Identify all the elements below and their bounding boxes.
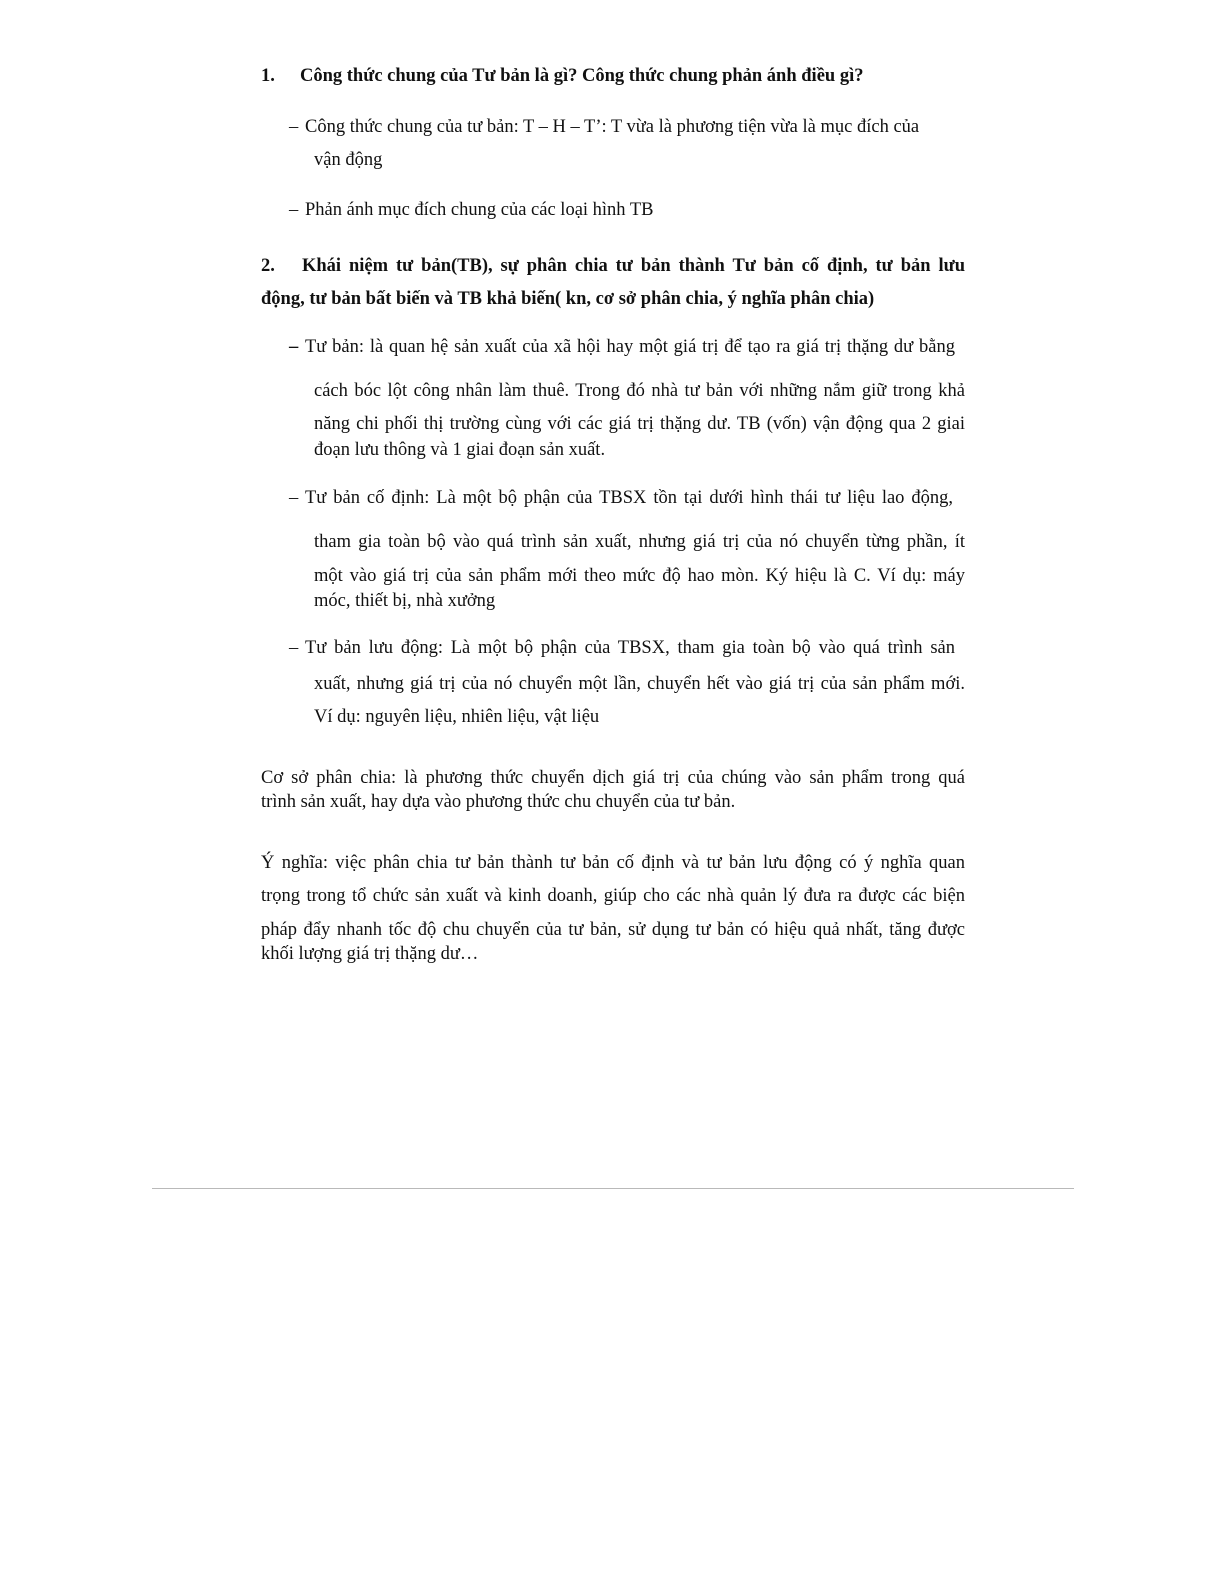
co-dinh-line1: Tư bản cố định: Là một bộ phận của TBSX tồn tại dưới hình thái tư liệu lao động, <box>305 488 953 508</box>
page-divider <box>152 1188 1074 1189</box>
co-dinh-line4: móc, thiết bị, nhà xưởng <box>314 591 496 611</box>
q1-bullet1-line1: Công thức chung của tư bản: T – H – T’: T vừa là phương tiện vừa là mục đích của <box>305 117 920 137</box>
bullet-dash: – <box>289 638 299 658</box>
y-nghia-line2: trọng trong tổ chức sản xuất và kinh doanh, giúp cho các nhà quản lý đưa ra được các biện <box>261 886 965 906</box>
y-nghia-line3: pháp đẩy nhanh tốc độ chu chuyển của tư bản, sử dụng tư bản có hiệu quả nhất, tăng được <box>261 920 965 940</box>
tu-ban-line1: Tư bản: là quan hệ sản xuất của xã hội hay một giá trị để tạo ra giá trị thặng dư bằng <box>305 337 955 357</box>
tu-ban-line3: năng chi phối thị trường cùng với các giá trị thặng dư. TB (vốn) vận động qua 2 giai <box>314 414 965 434</box>
q1-title: Công thức chung của Tư bản là gì? Công thức chung phản ánh điều gì? <box>300 66 864 86</box>
luu-dong-line1: Tư bản lưu động: Là một bộ phận của TBSX, tham gia toàn bộ vào quá trình sản <box>305 638 955 658</box>
y-nghia-line4: khối lượng giá trị thặng dư… <box>261 944 479 964</box>
q1-bullet1-line2: vận động <box>314 150 383 170</box>
co-so-line1: Cơ sở phân chia: là phương thức chuyển dịch giá trị của chúng vào sản phẩm trong quá <box>261 768 965 788</box>
q1-number: 1. <box>261 66 275 86</box>
co-dinh-line2: tham gia toàn bộ vào quá trình sản xuất, nhưng giá trị của nó chuyển từng phần, ít <box>314 532 965 552</box>
bullet-dash: – <box>289 337 299 357</box>
tu-ban-line2: cách bóc lột công nhân làm thuê. Trong đó nhà tư bản với những nắm giữ trong khả <box>314 381 965 401</box>
bullet-dash: – <box>289 117 299 137</box>
q2-title-line1: Khái niệm tư bản(TB), sự phân chia tư bản thành Tư bản cố định, tư bản lưu <box>302 256 965 276</box>
luu-dong-line3: Ví dụ: nguyên liệu, nhiên liệu, vật liệu <box>314 707 600 727</box>
q2-number: 2. <box>261 256 275 276</box>
q1-bullet2: Phản ánh mục đích chung của các loại hình TB <box>305 200 654 220</box>
co-dinh-line3: một vào giá trị của sản phẩm mới theo mức độ hao mòn. Ký hiệu là C. Ví dụ: máy <box>314 566 965 586</box>
y-nghia-line1: Ý nghĩa: việc phân chia tư bản thành tư bản cố định và tư bản lưu động có ý nghĩa quan <box>261 853 965 873</box>
tu-ban-line4: đoạn lưu thông và 1 giai đoạn sản xuất. <box>314 440 606 460</box>
q2-title-line2: động, tư bản bất biến và TB khả biến( kn, cơ sở phân chia, ý nghĩa phân chia) <box>261 289 875 309</box>
bullet-dash: – <box>289 200 299 220</box>
luu-dong-line2: xuất, nhưng giá trị của nó chuyển một lần, chuyển hết vào giá trị của sản phẩm mới. <box>314 674 965 694</box>
co-so-line2: trình sản xuất, hay dựa vào phương thức chu chuyển của tư bản. <box>261 792 736 812</box>
bullet-dash: – <box>289 488 299 508</box>
